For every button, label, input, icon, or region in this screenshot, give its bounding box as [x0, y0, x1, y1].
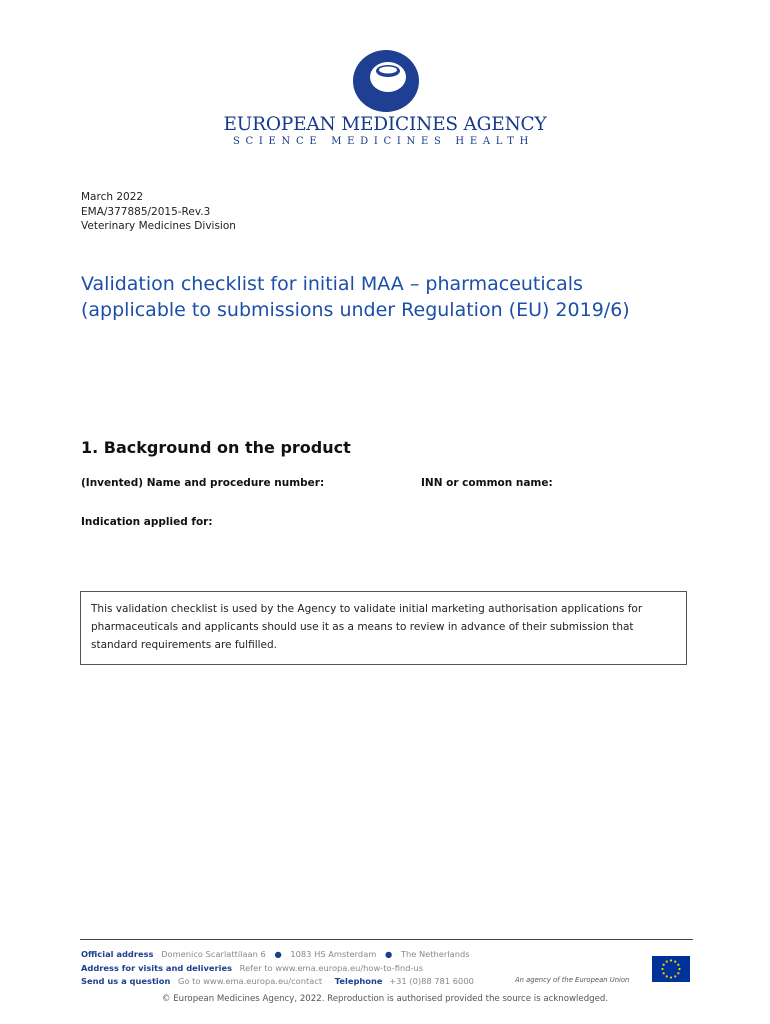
agency-name-text: EUROPEAN MEDICINES AGENCY: [223, 114, 547, 135]
footer-visits: [81, 963, 423, 973]
footer-telephone-value: +31 (0)88 781 6000: [389, 976, 474, 986]
footer-official-label: Official address: [81, 949, 154, 959]
agency-tagline: SCIENCE MEDICINES HEALTH: [233, 136, 535, 147]
agency-name: [0, 114, 770, 135]
eu-star-icon: [663, 964, 665, 966]
document-date: March 2022: [81, 191, 144, 203]
eu-star-icon: [674, 961, 676, 963]
eu-star-icon: [666, 975, 668, 977]
eu-star-icon: [670, 959, 672, 961]
footer-agency-of-eu: An agency of the European Union: [515, 976, 630, 984]
bullet-icon: ●: [274, 949, 282, 959]
footer-official-street: Domenico Scarlattilaan 6: [161, 949, 266, 959]
eu-star-icon: [677, 964, 679, 966]
bullet-icon: ●: [385, 949, 393, 959]
footer-question-label: Send us a question: [81, 976, 171, 986]
eu-star-icon: [663, 972, 665, 974]
section-heading-background: 1. Background on the product: [81, 438, 351, 457]
eu-flag-icon: [652, 956, 690, 982]
eu-star-icon: [670, 976, 672, 978]
footer-copyright: © European Medicines Agency, 2022. Reproduction is authorised provided the source is acknowledged.: [161, 994, 609, 1004]
eu-star-icon: [666, 961, 668, 963]
footer-official-country: The Netherlands: [400, 949, 470, 959]
footer-telephone-label: Telephone: [334, 976, 383, 986]
document-division: Veterinary Medicines Division: [81, 220, 236, 232]
info-box-text: This validation checklist is used by the Agency to validate initial marketing authorisation applications for pharmaceuticals and applicants should use it as a means to review in advance of their submission that standard requirements are fulfilled.: [91, 603, 643, 651]
footer-visits-link[interactable]: Refer to www.ema.europa.eu/how-to-find-us: [239, 963, 424, 973]
eu-star-icon: [661, 968, 663, 970]
eu-star-icon: [674, 975, 676, 977]
footer-divider: [80, 939, 693, 940]
eu-star-icon: [678, 968, 680, 970]
footer-question: [81, 976, 474, 986]
ema-logo-icon: [353, 50, 419, 112]
eu-star-icon: [677, 972, 679, 974]
footer-official-address: [81, 949, 470, 959]
document-title-line1: Validation checklist for initial MAA – pharmaceuticals: [81, 273, 583, 295]
document-reference: EMA/377885/2015-Rev.3: [81, 205, 211, 218]
document-title-line2: (applicable to submissions under Regulation (EU) 2019/6): [81, 299, 630, 321]
footer-visits-label: Address for visits and deliveries: [81, 963, 233, 973]
field-label-invented-name: (Invented) Name and procedure number:: [81, 477, 325, 489]
footer-official-city: 1083 HS Amsterdam: [290, 949, 377, 959]
field-label-inn: INN or common name:: [421, 477, 553, 489]
field-label-indication: Indication applied for:: [81, 516, 213, 528]
document-meta: [81, 190, 236, 234]
document-title: [81, 271, 721, 323]
footer-question-link[interactable]: Go to www.ema.europa.eu/contact: [178, 976, 323, 986]
info-box: [80, 591, 687, 665]
